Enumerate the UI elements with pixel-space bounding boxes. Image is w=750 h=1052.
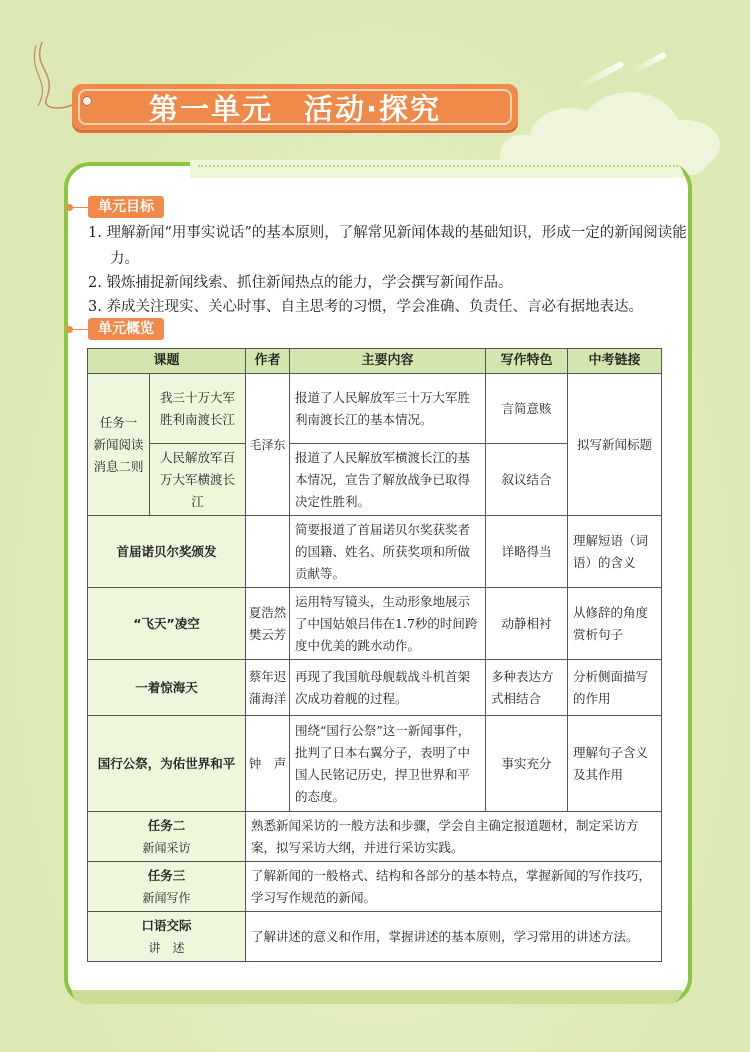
author-cell: 蔡年迟 蒲海洋 [246, 660, 290, 716]
author-cell: 钟 声 [246, 716, 290, 812]
section-label-line [70, 329, 90, 330]
exam-link-cell: 拟写新闻标题 [568, 374, 662, 516]
exam-link-cell: 理解句子含义及其作用 [568, 716, 662, 812]
content-cell: 简要报道了首届诺贝尔奖获奖者的国籍、姓名、所获奖项和所做贡献等。 [290, 516, 486, 588]
content-cell: 报道了人民解放军三十万大军胜利南渡长江的基本情况。 [290, 374, 486, 444]
column-header: 作者 [246, 349, 290, 374]
goal-item: 1. 理解新闻“用事实说话”的基本原则，了解常见新闻体裁的基础知识，形成一定的新闻阅读能力。 [88, 225, 687, 267]
column-header: 课题 [88, 349, 246, 374]
task-name-cell: 任务一 新闻阅读 消息二则 [88, 374, 150, 516]
card-bottom-edge [72, 990, 682, 1004]
task-description-cell: 熟悉新闻采访的一般方法和步骤，学会自主确定报道题材，制定采访方案，拟写采访大纲，并进行采访实践。 [246, 812, 662, 862]
card-dotted-edge [198, 165, 678, 173]
column-header: 中考链接 [568, 349, 662, 374]
author-cell: 夏浩然 樊云芳 [246, 588, 290, 660]
table-row [88, 374, 662, 444]
column-header: 主要内容 [290, 349, 486, 374]
task-name: 任务三 [147, 867, 186, 883]
unit-title-banner [72, 84, 518, 130]
feature-cell: 动静相衬 [486, 588, 568, 660]
task-name-cell [88, 912, 246, 962]
table-row [88, 516, 662, 588]
page-title: 第一单元 活动·探究 [148, 92, 442, 126]
goal-item: 3. 养成关注现实、关心时事、自主思考的习惯，学会准确、负责任、言必有据地表达。 [88, 299, 643, 315]
exam-link-cell: 理解短语（词语）的含义 [568, 516, 662, 588]
table-header-row [88, 349, 662, 374]
author-cell: 毛泽东 [246, 374, 290, 516]
feature-cell: 详略得当 [486, 516, 568, 588]
feature-cell: 事实充分 [486, 716, 568, 812]
table-row [88, 716, 662, 812]
banner-hole-decoration [82, 96, 92, 106]
section-label-dot [66, 204, 73, 211]
content-cell: 报道了人民解放军横渡长江的基本情况，宣告了解放战争已取得决定性胜利。 [290, 444, 486, 516]
task-name: 口语交际 [141, 917, 192, 933]
task-name-cell [88, 862, 246, 912]
content-cell: 围绕“国行公祭”这一新闻事件，批判了日本右翼分子，表明了中国人民铭记历史，捍卫世界和平的态度。 [290, 716, 486, 812]
table-row [88, 812, 662, 862]
exam-link-cell: 从修辞的角度赏析句子 [568, 588, 662, 660]
table-row [88, 660, 662, 716]
lesson-title-cell: 人民解放军百万大军横渡长江 [150, 444, 246, 516]
task-name-cell [88, 812, 246, 862]
table-row [88, 912, 662, 962]
table-row [88, 588, 662, 660]
exam-link-cell: 分析侧面描写的作用 [568, 660, 662, 716]
lesson-title-cell: “飞天”凌空 [88, 588, 246, 660]
task-subtitle: 讲 述 [148, 940, 185, 955]
table-row [88, 862, 662, 912]
task-name: 任务二 [147, 817, 186, 833]
overview-section-label: 单元概览 [88, 318, 164, 340]
feature-cell: 叙议结合 [486, 444, 568, 516]
column-header: 写作特色 [486, 349, 568, 374]
section-label-dot [66, 326, 73, 333]
content-cell: 再现了我国航母舰载战斗机首架次成功着舰的过程。 [290, 660, 486, 716]
task-description-cell: 了解讲述的意义和作用，掌握讲述的基本原则，学习常用的讲述方法。 [246, 912, 662, 962]
overview-table [87, 348, 662, 962]
task-subtitle: 新闻写作 [142, 890, 191, 905]
goals-section-label: 单元目标 [88, 196, 164, 218]
task-description-cell: 了解新闻的一般格式、结构和各部分的基本特点，掌握新闻的写作技巧，学习写作规范的新闻。 [246, 862, 662, 912]
feature-cell: 多种表达方式相结合 [486, 660, 568, 716]
goal-item: 2. 锻炼捕捉新闻线索、抓住新闻热点的能力，学会撰写新闻作品。 [88, 275, 513, 291]
lesson-title-cell: 一着惊海天 [88, 660, 246, 716]
feature-cell: 言简意赅 [486, 374, 568, 444]
content-cell: 运用特写镜头，生动形象地展示了中国姑娘吕伟在1.7秒的时间跨度中优美的跳水动作。 [290, 588, 486, 660]
lesson-title-cell: 我三十万大军胜利南渡长江 [150, 374, 246, 444]
lesson-title-cell: 国行公祭，为佑世界和平 [88, 716, 246, 812]
lesson-title-cell: 首届诺贝尔奖颁发 [88, 516, 246, 588]
task-subtitle: 新闻采访 [142, 840, 191, 855]
section-label-line [70, 207, 90, 208]
author-cell [246, 516, 290, 588]
